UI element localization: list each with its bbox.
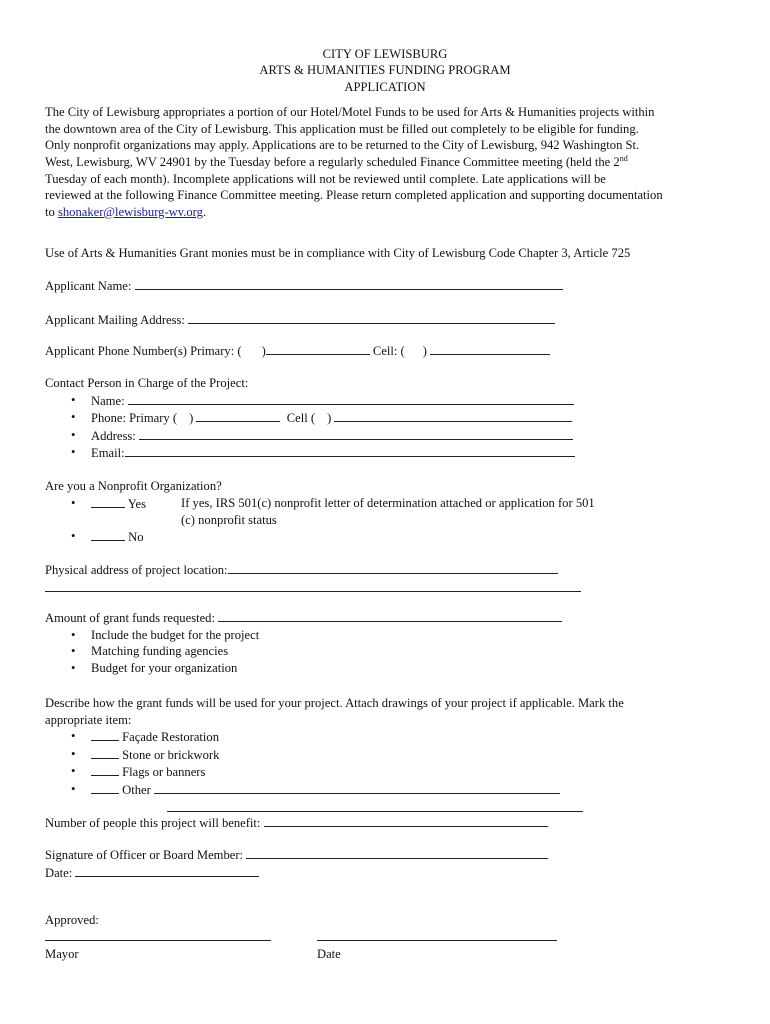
usage-item-flags: • Flags or banners bbox=[45, 763, 624, 781]
document-title: APPLICATION bbox=[344, 79, 426, 94]
usage-section: Describe how the grant funds will be used for your project. Attach drawings of your project if applicable. Mark the appropriate item: • Façade Restoration • Stone or brickwork • Flags or banners • Other bbox=[45, 695, 624, 816]
usage-item-other: • Other bbox=[45, 781, 624, 799]
nonprofit-yes-note: If yes, IRS 501(c) nonprofit letter of determination attached or application for 501 (c) nonprofit status bbox=[181, 496, 595, 527]
amount-section: Amount of grant funds requested: • Include the budget for the project • Matching funding agencies • Budget for your organization bbox=[45, 609, 562, 676]
contact-cell-field[interactable] bbox=[334, 409, 572, 422]
mayor-signature-block: Mayor bbox=[45, 928, 271, 962]
applicant-phone-field[interactable] bbox=[266, 342, 370, 355]
approval-label: Approved: bbox=[45, 913, 99, 927]
usage-other-field-line2[interactable] bbox=[167, 799, 583, 812]
applicant-address-row: Applicant Mailing Address: bbox=[45, 311, 555, 329]
contact-address-row: • Address: bbox=[45, 427, 575, 445]
usage-check-stone[interactable] bbox=[91, 746, 119, 759]
mayor-signature-field[interactable] bbox=[45, 928, 271, 941]
contact-email-field[interactable] bbox=[125, 444, 575, 457]
contact-email-row: • Email: bbox=[45, 444, 575, 462]
nonprofit-question: Are you a Nonprofit Organization? bbox=[45, 479, 222, 493]
benefit-field[interactable] bbox=[264, 814, 548, 827]
usage-item-stone: • Stone or brickwork bbox=[45, 746, 624, 764]
amount-item: • Matching funding agencies bbox=[45, 643, 562, 660]
amount-item: • Include the budget for the project bbox=[45, 627, 562, 644]
usage-item-facade: • Façade Restoration bbox=[45, 728, 624, 746]
approval-date-field[interactable] bbox=[317, 928, 557, 941]
usage-check-other[interactable] bbox=[91, 781, 119, 794]
contact-name-row: • Name: bbox=[45, 392, 575, 410]
applicant-cell-field[interactable] bbox=[430, 342, 550, 355]
benefit-row: Number of people this project will benefit: bbox=[45, 814, 548, 832]
location-field-line2[interactable] bbox=[45, 579, 581, 592]
amount-field[interactable] bbox=[218, 609, 562, 622]
contact-phone-row: • Phone: Primary ( ) Cell ( ) bbox=[45, 409, 575, 427]
usage-check-facade[interactable] bbox=[91, 728, 119, 741]
applicant-phone-row: Applicant Phone Number(s) Primary: ( ) Cell: ( ) bbox=[45, 342, 550, 360]
location-row: Physical address of project location: bbox=[45, 561, 581, 596]
applicant-address-field[interactable] bbox=[188, 311, 555, 324]
email-link[interactable]: shonaker@lewisburg-wv.org bbox=[57, 204, 203, 219]
nonprofit-no-field[interactable] bbox=[91, 528, 125, 541]
approval-date-block: Date bbox=[317, 928, 557, 962]
contact-address-field[interactable] bbox=[139, 427, 573, 440]
location-field[interactable] bbox=[228, 561, 558, 574]
contact-name-field[interactable] bbox=[128, 392, 574, 405]
program-title: ARTS & HUMANITIES FUNDING PROGRAM bbox=[259, 63, 511, 78]
signature-date-field[interactable] bbox=[75, 864, 259, 877]
compliance-text: Use of Arts & Humanities Grant monies must be in compliance with City of Lewisburg Code Chapter 3, Article 725 bbox=[45, 246, 631, 260]
intro-paragraph: The City of Lewisburg appropriates a portion of our Hotel/Motel Funds to be used for Arts & Humanities projects within the downtown area of the City of Lewisburg. This application must be filled out completely to be eligible for funding. Only nonprofit organizations may apply. Applications are to be returned to the City of Lewisburg, 942 Washington St. West, Lewisburg, WV 24901 by the Tuesday before a regularly scheduled Finance Committee meeting (held the 2nd Tuesday of each month). Incomplete applications will not be reviewed until complete. Late applications will be reviewed at the following Finance Committee meeting. Please return completed application and supporting documentation to shonaker@lewisburg-wv.org. bbox=[45, 105, 663, 219]
applicant-name-field[interactable] bbox=[135, 277, 563, 290]
usage-other-field[interactable] bbox=[154, 781, 560, 794]
contact-phone-field[interactable] bbox=[196, 409, 280, 422]
nonprofit-no-row: • No bbox=[45, 528, 144, 546]
contact-heading: Contact Person in Charge of the Project: bbox=[45, 376, 249, 390]
signature-section: Signature of Officer or Board Member: Date: bbox=[45, 846, 548, 881]
amount-item: • Budget for your organization bbox=[45, 660, 562, 677]
contact-section bbox=[45, 375, 575, 462]
header-block bbox=[45, 46, 725, 220]
applicant-name-row: Applicant Name: bbox=[45, 277, 563, 295]
nonprofit-yes-row: • Yes bbox=[45, 495, 146, 513]
signature-field[interactable] bbox=[246, 846, 548, 859]
city-title: CITY OF LEWISBURG bbox=[322, 47, 448, 61]
usage-check-flags[interactable] bbox=[91, 763, 119, 776]
nonprofit-yes-field[interactable] bbox=[91, 495, 125, 508]
